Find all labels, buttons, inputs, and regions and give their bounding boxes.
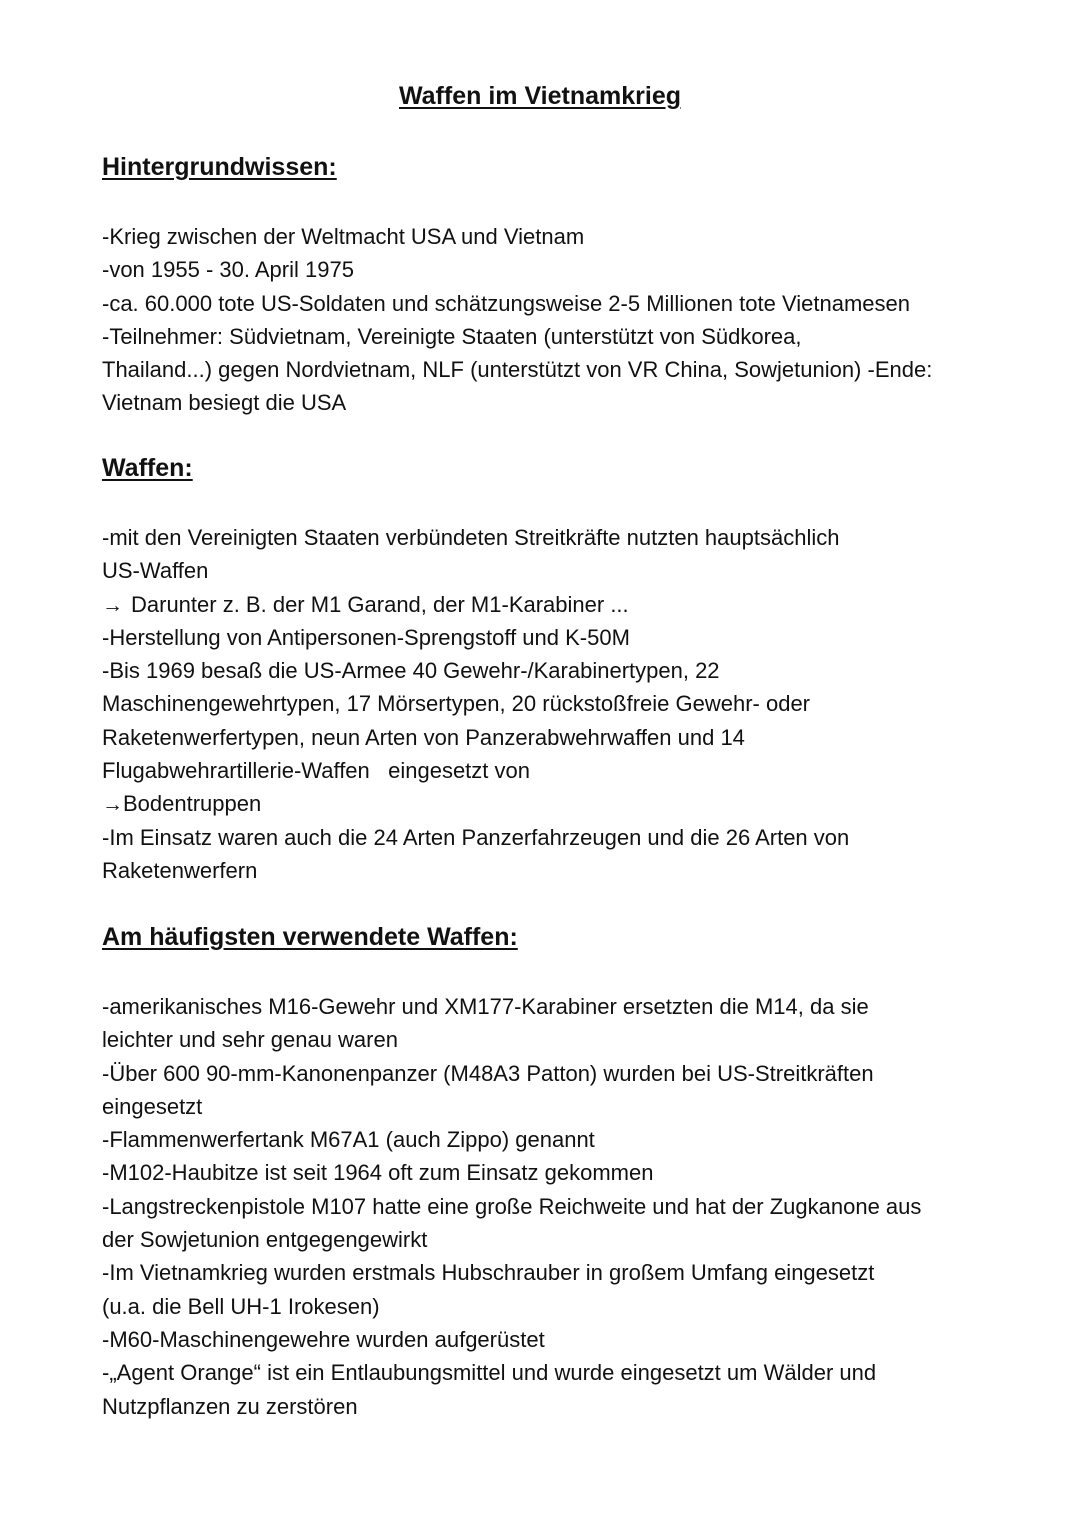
section-heading-hintergrundwissen: Hintergrundwissen:	[102, 153, 337, 181]
text-line: eingesetzt	[102, 1093, 203, 1119]
text-line: -amerikanisches M16-Gewehr und XM177-Karabiner ersetzten die M14, da sie	[102, 994, 869, 1019]
text-line: -Herstellung von Antipersonen-Sprengstoff und K-50M	[102, 624, 630, 650]
text-line: -M60-Maschinengewehre wurden aufgerüstet	[102, 1326, 545, 1352]
text-line: -Über 600 90-mm-Kanonenpanzer (M48A3 Patton) wurden bei US-Streitkräften	[102, 1060, 874, 1086]
text-line: Vietnam besiegt die USA	[102, 390, 347, 416]
text-line: leichter und sehr genau waren	[102, 1027, 398, 1053]
section-body-waffen	[102, 521, 982, 887]
section-body-hintergrundwissen	[102, 220, 982, 420]
text-line: -Teilnehmer: Südvietnam, Vereinigte Staaten (unterstützt von Südkorea,	[102, 323, 802, 349]
text-line: -Flammenwerfertank M67A1 (auch Zippo) genannt	[102, 1127, 595, 1153]
text-line: Maschinengewehrtypen, 17 Mörsertypen, 20 rückstoßfreie Gewehr- oder	[102, 691, 811, 717]
text-span: Darunter z. B. der M1 Garand, der M1-Karabiner ...	[131, 591, 629, 617]
text-line: Nutzpflanzen zu zerstören	[102, 1393, 358, 1419]
text-line: -Im Vietnamkrieg wurden erstmals Hubschrauber in großem Umfang eingesetzt	[102, 1260, 875, 1286]
arrow-right-icon: →	[102, 593, 123, 617]
section-heading-waffen: Waffen:	[102, 454, 193, 482]
text-line: US-Waffen	[102, 558, 209, 584]
arrow-right-icon: →	[102, 793, 123, 817]
text-line: -Langstreckenpistole M107 hatte eine große Reichweite und hat der Zugkanone aus	[102, 1193, 922, 1219]
text-line: -M102-Haubitze ist seit 1964 oft zum Einsatz gekommen	[102, 1160, 654, 1186]
text-line: -von 1955 - 30. April 1975	[102, 257, 354, 283]
text-line: -Bis 1969 besaß die US-Armee 40 Gewehr-/Karabinertypen, 22	[102, 658, 720, 684]
text-line: Flugabwehrartillerie-Waffen eingesetzt von	[102, 758, 530, 784]
text-line: der Sowjetunion entgegengewirkt	[102, 1227, 428, 1253]
text-line-with-arrow	[102, 588, 982, 621]
text-line: -mit den Vereinigten Staaten verbündeten Streitkräfte nutzten hauptsächlich	[102, 525, 840, 550]
text-line: -ca. 60.000 tote US-Soldaten und schätzungsweise 2-5 Millionen tote Vietnamesen	[102, 290, 910, 316]
text-line-with-arrow	[102, 787, 982, 820]
text-line: (u.a. die Bell UH-1 Irokesen)	[102, 1293, 380, 1319]
text-line: Raketenwerfertypen, neun Arten von Panzerabwehrwaffen und 14	[102, 724, 745, 750]
text-line: Thailand...) gegen Nordvietnam, NLF (unterstützt von VR China, Sowjetunion) -Ende:	[102, 357, 933, 383]
text-span: Bodentruppen	[123, 791, 262, 817]
text-line: -„Agent Orange“ ist ein Entlaubungsmittel und wurde eingesetzt um Wälder und	[102, 1360, 877, 1386]
text-line: -Krieg zwischen der Weltmacht USA und Vietnam	[102, 224, 585, 249]
page-title: Waffen im Vietnamkrieg	[398, 82, 682, 110]
section-body-am-haeufigsten	[102, 990, 982, 1423]
text-line: -Im Einsatz waren auch die 24 Arten Panzerfahrzeugen und die 26 Arten von	[102, 824, 850, 850]
section-heading-am-haeufigsten: Am häufigsten verwendete Waffen:	[102, 923, 518, 951]
text-line: Raketenwerfern	[102, 857, 258, 883]
